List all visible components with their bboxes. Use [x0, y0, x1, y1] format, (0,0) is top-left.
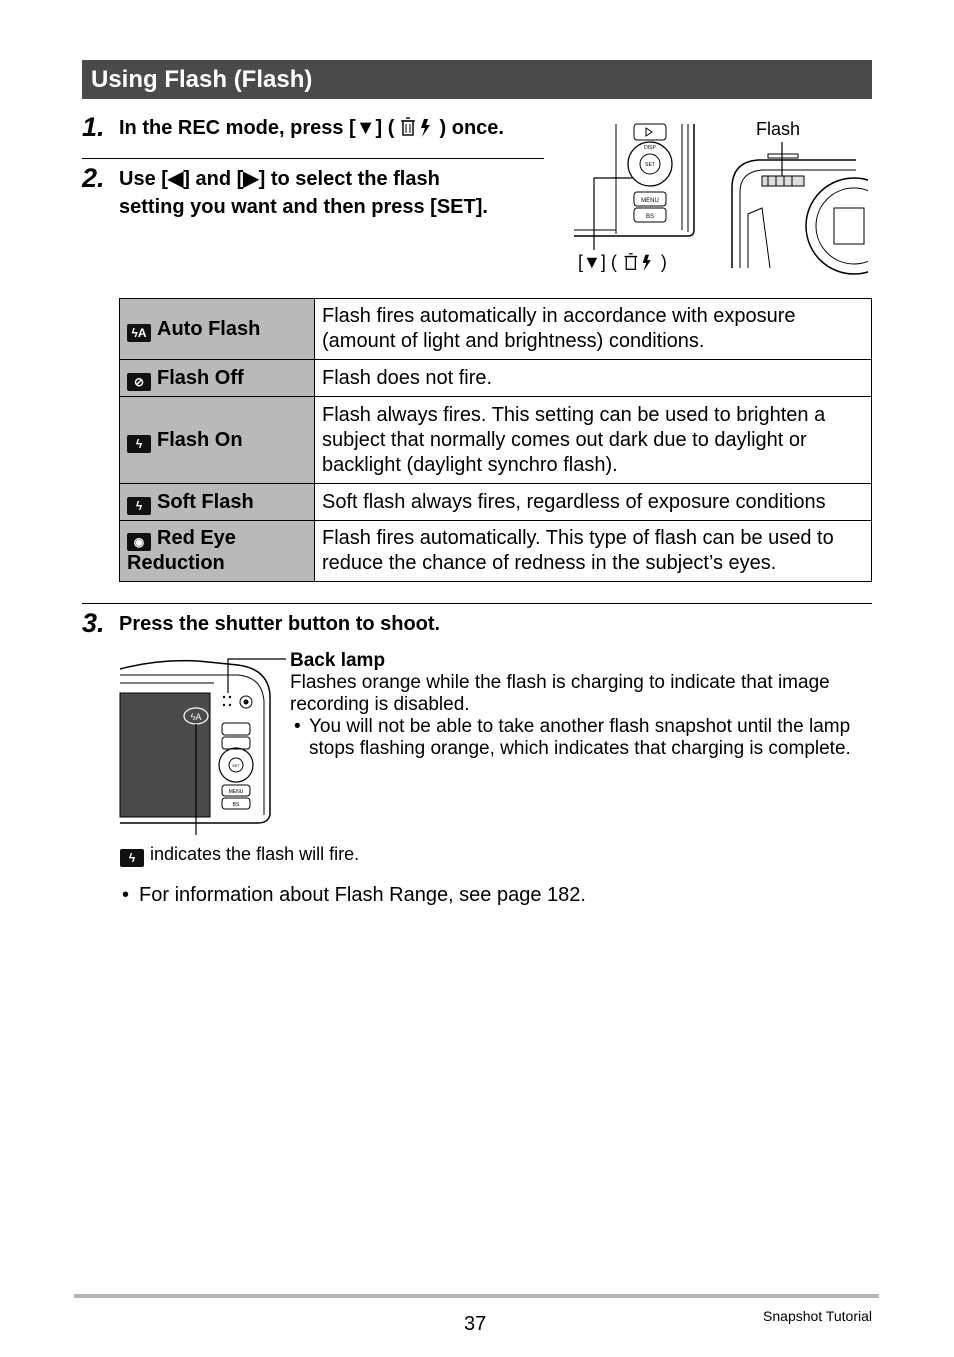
step-3-text: Press the shutter button to shoot.: [119, 613, 441, 635]
mode-cell: [120, 360, 315, 397]
bullet-marker: •: [294, 716, 301, 737]
back-lamp-bullet: [290, 716, 875, 760]
flash-label: Flash: [756, 119, 801, 139]
mode-description: Flash fires automatically. This type of flash can be used to reduce the chance of redness in the subject’s eyes.: [315, 521, 872, 582]
table-row: [120, 484, 872, 521]
mode-cell: [120, 521, 315, 582]
step-divider: [82, 158, 544, 159]
down-button-label-start: [▼] (: [578, 252, 617, 272]
mode-cell: [120, 299, 315, 360]
step-3-number: 3.: [82, 608, 105, 638]
svg-text:SET: SET: [232, 763, 240, 768]
footer-divider: [74, 1294, 879, 1298]
step-1-text-start: In the REC mode, press [▼] (: [119, 117, 395, 139]
back-lamp-description: Flashes orange while the flash is charging to indicate that image recording is disabled.: [290, 672, 830, 715]
mode-label: Flash On: [157, 428, 243, 451]
down-button-label: [578, 252, 667, 273]
flash-range-note-text: For information about Flash Range, see page 182.: [139, 884, 586, 906]
mode-description: Flash does not fire.: [315, 360, 872, 397]
page-number: 37: [464, 1313, 487, 1335]
step-1-text: [119, 114, 504, 142]
camera-back-illustration: [118, 655, 290, 837]
svg-text:SET: SET: [645, 162, 655, 168]
flash-on-icon: ϟ: [127, 435, 151, 453]
back-lamp-bullet-text: You will not be able to take another flash snapshot until the lamp stops flashing orange, which indicates that charging is complete.: [309, 716, 851, 759]
step-divider: [82, 603, 872, 604]
step-1-text-end: ) once.: [439, 117, 504, 139]
down-button-label-end: ): [660, 252, 667, 272]
flash-on-icon: ϟ: [120, 849, 144, 867]
flash-indicator-caption-text: indicates the flash will fire.: [150, 844, 360, 864]
step-2-number: 2.: [82, 163, 105, 193]
svg-text:ϟA: ϟA: [190, 712, 202, 722]
mode-cell: [120, 484, 315, 521]
soft-flash-icon: ϟ: [127, 497, 151, 515]
table-row: [120, 299, 872, 360]
mode-cell: [120, 397, 315, 484]
flash-off-icon: ⊘: [127, 373, 151, 391]
table-row: [120, 397, 872, 484]
flash-indicator-caption: [120, 843, 359, 867]
table-row: [120, 521, 872, 582]
step-2-line-1: Use [◀] and [▶] to select the flash: [119, 168, 440, 190]
svg-text:BS: BS: [232, 802, 240, 808]
trash-flash-icon: [400, 116, 434, 138]
step-1-number: 1.: [82, 112, 105, 142]
mode-description: Flash always fires. This setting can be used to brighten a subject that normally comes out dark due to daylight or backlight (daylight synchro flash).: [315, 397, 872, 484]
back-lamp-title: Back lamp: [290, 650, 386, 671]
mode-description: Flash fires automatically in accordance with exposure (amount of light and brightness) conditions.: [315, 299, 872, 360]
flash-mode-table: [119, 298, 872, 582]
svg-text:BS: BS: [645, 214, 655, 220]
section-title: Using Flash (Flash): [82, 60, 872, 99]
auto-flash-icon: ϟA: [127, 324, 151, 342]
flash-range-note: [122, 883, 586, 907]
trash-flash-icon: [622, 252, 656, 272]
mode-label: Flash Off: [157, 366, 244, 389]
back-lamp-note: [290, 650, 875, 760]
mode-label: Auto Flash: [157, 317, 261, 340]
mode-description: Soft flash always fires, regardless of exposure conditions: [315, 484, 872, 521]
svg-text:DISP: DISP: [644, 145, 656, 151]
red-eye-icon: ◉: [127, 533, 151, 551]
mode-label: Soft Flash: [157, 490, 254, 513]
svg-text:MENU: MENU: [641, 198, 659, 204]
chapter-label: Snapshot Tutorial: [763, 1308, 872, 1324]
mode-label: Red Eye Reduction: [127, 527, 236, 574]
bullet-marker: •: [122, 884, 130, 906]
svg-text:MENU: MENU: [228, 789, 244, 795]
step-2-line-2: setting you want and then press [SET].: [119, 196, 488, 218]
table-row: [120, 360, 872, 397]
step-2-text: [119, 165, 488, 221]
